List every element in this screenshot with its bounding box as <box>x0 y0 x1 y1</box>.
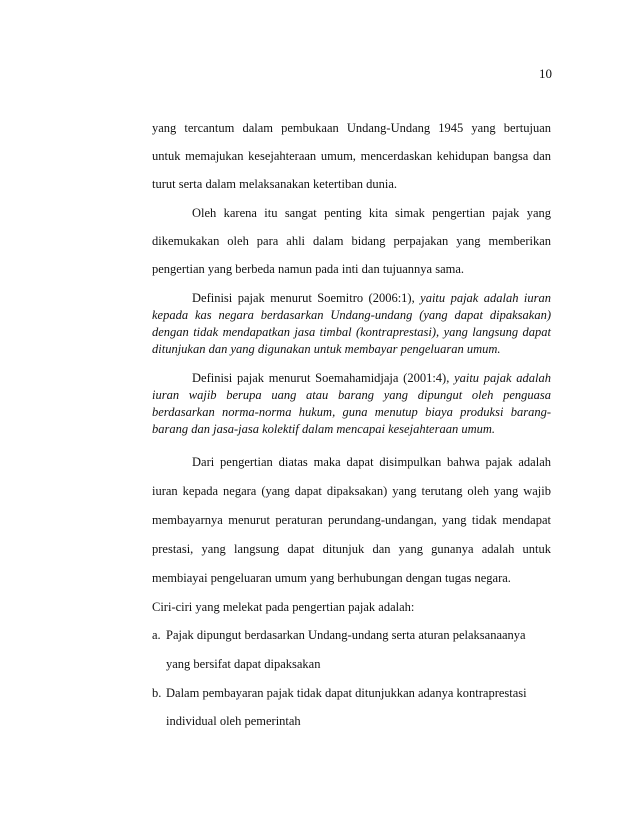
paragraph2-line2: dikemukakan oleh para ahli dalam bidang perpajakan yang memberikan <box>152 234 551 248</box>
paragraph3-line1: Dari pengertian diatas maka dapat disimpulkan bahwa pajak adalah <box>192 455 551 469</box>
paragraph3-line4: prestasi, yang langsung dapat ditunjuk dan yang gunanya adalah untuk <box>152 542 551 556</box>
paragraph3-line3: membayarnya menurut peraturan perundang-undangan, yang tidak mendapat <box>152 513 551 527</box>
definition2-intro: Definisi pajak menurut Soemahamidjaja (2001:4), <box>192 371 450 385</box>
definition2-line3: berdasarkan norma-norma hukum, guna menutup biaya produksi barang- <box>152 405 551 419</box>
definition1-intro: Definisi pajak menurut Soemitro (2006:1), <box>192 291 415 305</box>
definition1-line3: dengan tidak mendapatkan jasa timbal (kontraprestasi), yang langsung dapat <box>152 325 551 339</box>
definition1-line2: kepada kas negara berdasarkan Undang-undang (yang dapat dipaksakan) <box>152 308 551 322</box>
definition2-line1 <box>152 371 551 386</box>
paragraph2-line1: Oleh karena itu sangat penting kita simak pengertian pajak yang <box>192 206 551 220</box>
paragraph3-line5: membiayai pengeluaran umum yang berhubungan dengan tugas negara. <box>152 571 511 585</box>
page-number: 10 <box>539 66 552 81</box>
definition1-line1 <box>152 291 551 306</box>
paragraph1-line2: untuk memajukan kesejahteraan umum, mencerdaskan kehidupan bangsa dan <box>152 149 551 163</box>
list-item-text: Pajak dipungut berdasarkan Undang-undang serta aturan pelaksanaanya <box>166 628 526 642</box>
definition2-line4: barang dan jasa-jasa kolektif dalam mencapai kesejahteraan umum. <box>152 422 496 436</box>
paragraph1-line1: yang tercantum dalam pembukaan Undang-Undang 1945 yang bertujuan <box>152 121 551 135</box>
definition1-line4: ditunjukan dan yang digunakan untuk membayar pengeluaran umum. <box>152 342 501 356</box>
paragraph3-line2: iuran kepada negara (yang dapat dipaksakan) yang terutang oleh yang wajib <box>152 484 551 498</box>
paragraph1-line3: turut serta dalam melaksanakan ketertiban dunia. <box>152 177 398 191</box>
list-item-continuation: yang bersifat dapat dipaksakan <box>166 657 321 671</box>
characteristics-intro: Ciri-ciri yang melekat pada pengertian pajak adalah: <box>152 600 415 614</box>
list-marker: a. <box>152 628 161 642</box>
definition2-quote-start: yaitu pajak adalah <box>454 371 551 385</box>
list-marker: b. <box>152 686 162 700</box>
definition2-line2: iuran wajib berupa uang atau barang yang dipungut oleh penguasa <box>152 388 551 402</box>
definition1-quote-start: yaitu pajak adalah iuran <box>420 291 552 305</box>
list-item-continuation: individual oleh pemerintah <box>166 714 301 728</box>
list-item <box>152 686 551 701</box>
list-item <box>152 628 551 643</box>
paragraph2-line3: pengertian yang berbeda namun pada inti dan tujuannya sama. <box>152 262 465 276</box>
list-item-text: Dalam pembayaran pajak tidak dapat ditunjukkan adanya kontraprestasi <box>166 686 527 700</box>
